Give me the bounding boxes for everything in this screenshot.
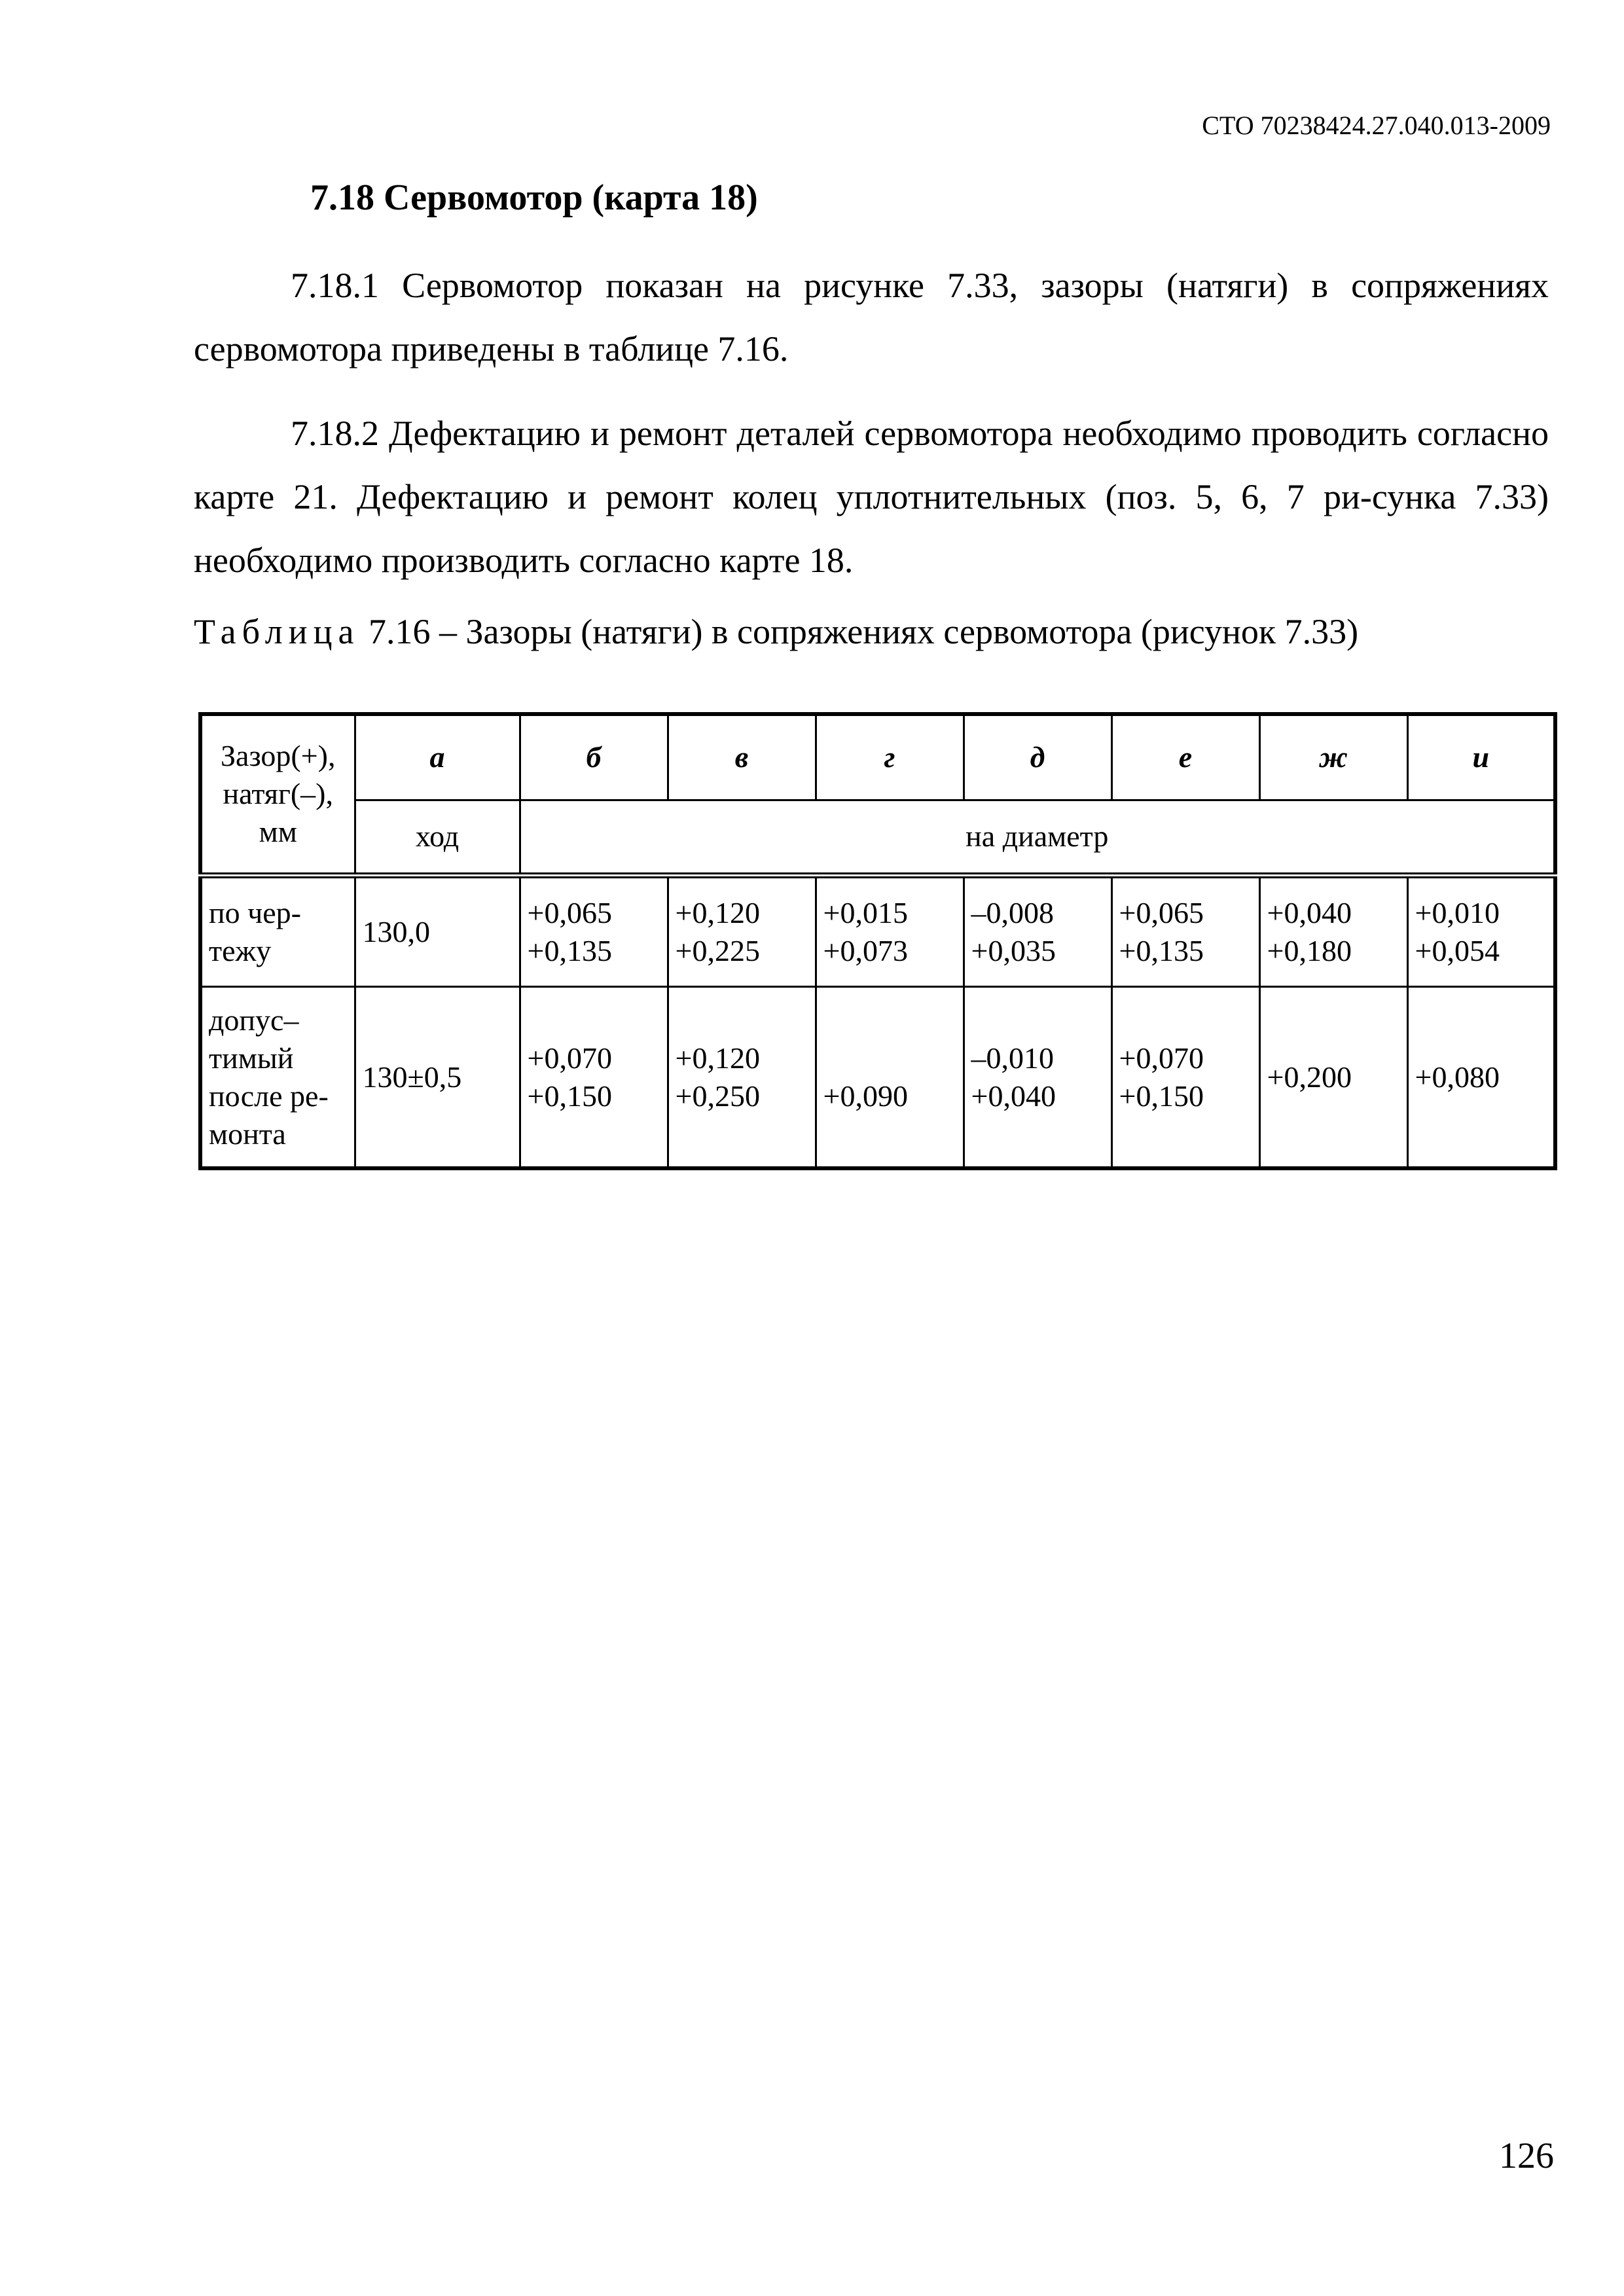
- table-row: [200, 875, 1555, 986]
- cell-value: –0,010: [971, 1041, 1054, 1075]
- cell-value: +0,200: [1267, 1060, 1352, 1094]
- cell-value: +0,150: [527, 1079, 612, 1113]
- column-header-i: и: [1407, 714, 1555, 800]
- stub-header: [200, 714, 355, 875]
- cell-value: +0,150: [1119, 1079, 1204, 1113]
- table-subheader-row: [200, 800, 1555, 875]
- column-header-d: д: [964, 714, 1111, 800]
- row-label: [200, 875, 355, 986]
- table-row: [200, 987, 1555, 1168]
- column-header-e: е: [1111, 714, 1259, 800]
- table-caption: [194, 609, 1358, 655]
- column-header-a: а: [355, 714, 520, 800]
- table-cell: [520, 987, 668, 1168]
- cell-value: +0,090: [823, 1079, 908, 1113]
- stub-header-line: натяг(–),: [223, 777, 333, 811]
- cell-value: +0,065: [1119, 896, 1204, 930]
- stub-header-line: Зазор(+),: [221, 739, 336, 773]
- paragraph-7-18-1: 7.18.1 Сервомотор показан на рисунке 7.33, зазоры (натяги) в сопряжениях сервомотора приведены в таблице 7.16.: [194, 266, 1549, 368]
- table-cell: [668, 875, 816, 986]
- cell-value: +0,065: [527, 896, 612, 930]
- table-cell: [1407, 987, 1555, 1168]
- cell-value: +0,180: [1267, 934, 1352, 968]
- table-cell: [816, 875, 964, 986]
- table-cell: [816, 987, 964, 1168]
- cell-value: +0,080: [1415, 1060, 1500, 1094]
- table-cell: [1111, 875, 1259, 986]
- cell-value: +0,225: [675, 934, 760, 968]
- table-caption-text: 7.16 – Зазоры (натяги) в сопряжениях сервомотора (рисунок 7.33): [359, 612, 1359, 651]
- clearance-table: [198, 712, 1557, 1170]
- row-label-line: тимый: [209, 1041, 294, 1075]
- column-header-b: б: [520, 714, 668, 800]
- stroke-value: 130±0,5: [355, 987, 520, 1168]
- column-header-zh: ж: [1259, 714, 1407, 800]
- cell-value: +0,120: [675, 1041, 760, 1075]
- paragraph-7-18-2: 7.18.2 Дефектацию и ремонт деталей сервомотора необходимо проводить согласно карте 21. Дефектацию и ремонт колец уплотнительных (поз. 5, 6, 7 ри-сунка 7.33) необходимо производить согласно карте 18.: [194, 414, 1549, 580]
- cell-value: +0,070: [527, 1041, 612, 1075]
- row-label-line: допус–: [209, 1003, 299, 1037]
- cell-value: +0,073: [823, 934, 908, 968]
- row-label-line: тежу: [209, 934, 272, 968]
- column-header-v: в: [668, 714, 816, 800]
- table-cell: [668, 987, 816, 1168]
- cell-value: +0,250: [675, 1079, 760, 1113]
- cell-value: +0,120: [675, 896, 760, 930]
- column-header-g: г: [816, 714, 964, 800]
- cell-value: +0,040: [1267, 896, 1352, 930]
- row-label-line: монта: [209, 1117, 286, 1151]
- cell-value: +0,040: [971, 1079, 1056, 1113]
- row-label-line: по чер-: [209, 896, 301, 930]
- table-caption-label: Таблица: [194, 612, 360, 651]
- section-title: 7.18 Сервомотор (карта 18): [310, 177, 758, 218]
- table-cell: [964, 987, 1111, 1168]
- table-cell: [1259, 875, 1407, 986]
- row-label: [200, 987, 355, 1168]
- cell-value: +0,054: [1415, 934, 1500, 968]
- cell-value: +0,015: [823, 896, 908, 930]
- cell-value: +0,135: [527, 934, 612, 968]
- page-number: 126: [1499, 2136, 1554, 2176]
- row-label-line: после ре-: [209, 1079, 329, 1113]
- table-cell: [1111, 987, 1259, 1168]
- table-cell: [964, 875, 1111, 986]
- subheader-diameter: на диаметр: [520, 800, 1555, 875]
- subheader-stroke: ход: [355, 800, 520, 875]
- table-cell: [520, 875, 668, 986]
- cell-value: –0,008: [971, 896, 1054, 930]
- stroke-value: 130,0: [355, 875, 520, 986]
- stub-header-line: мм: [259, 815, 297, 849]
- table-cell: [1407, 875, 1555, 986]
- cell-value: +0,135: [1119, 934, 1204, 968]
- cell-value: +0,070: [1119, 1041, 1204, 1075]
- table-cell: [1259, 987, 1407, 1168]
- cell-value: +0,035: [971, 934, 1056, 968]
- document-code: СТО 70238424.27.040.013-2009: [1202, 111, 1551, 140]
- cell-value: +0,010: [1415, 896, 1500, 930]
- table-header-row: [200, 714, 1555, 800]
